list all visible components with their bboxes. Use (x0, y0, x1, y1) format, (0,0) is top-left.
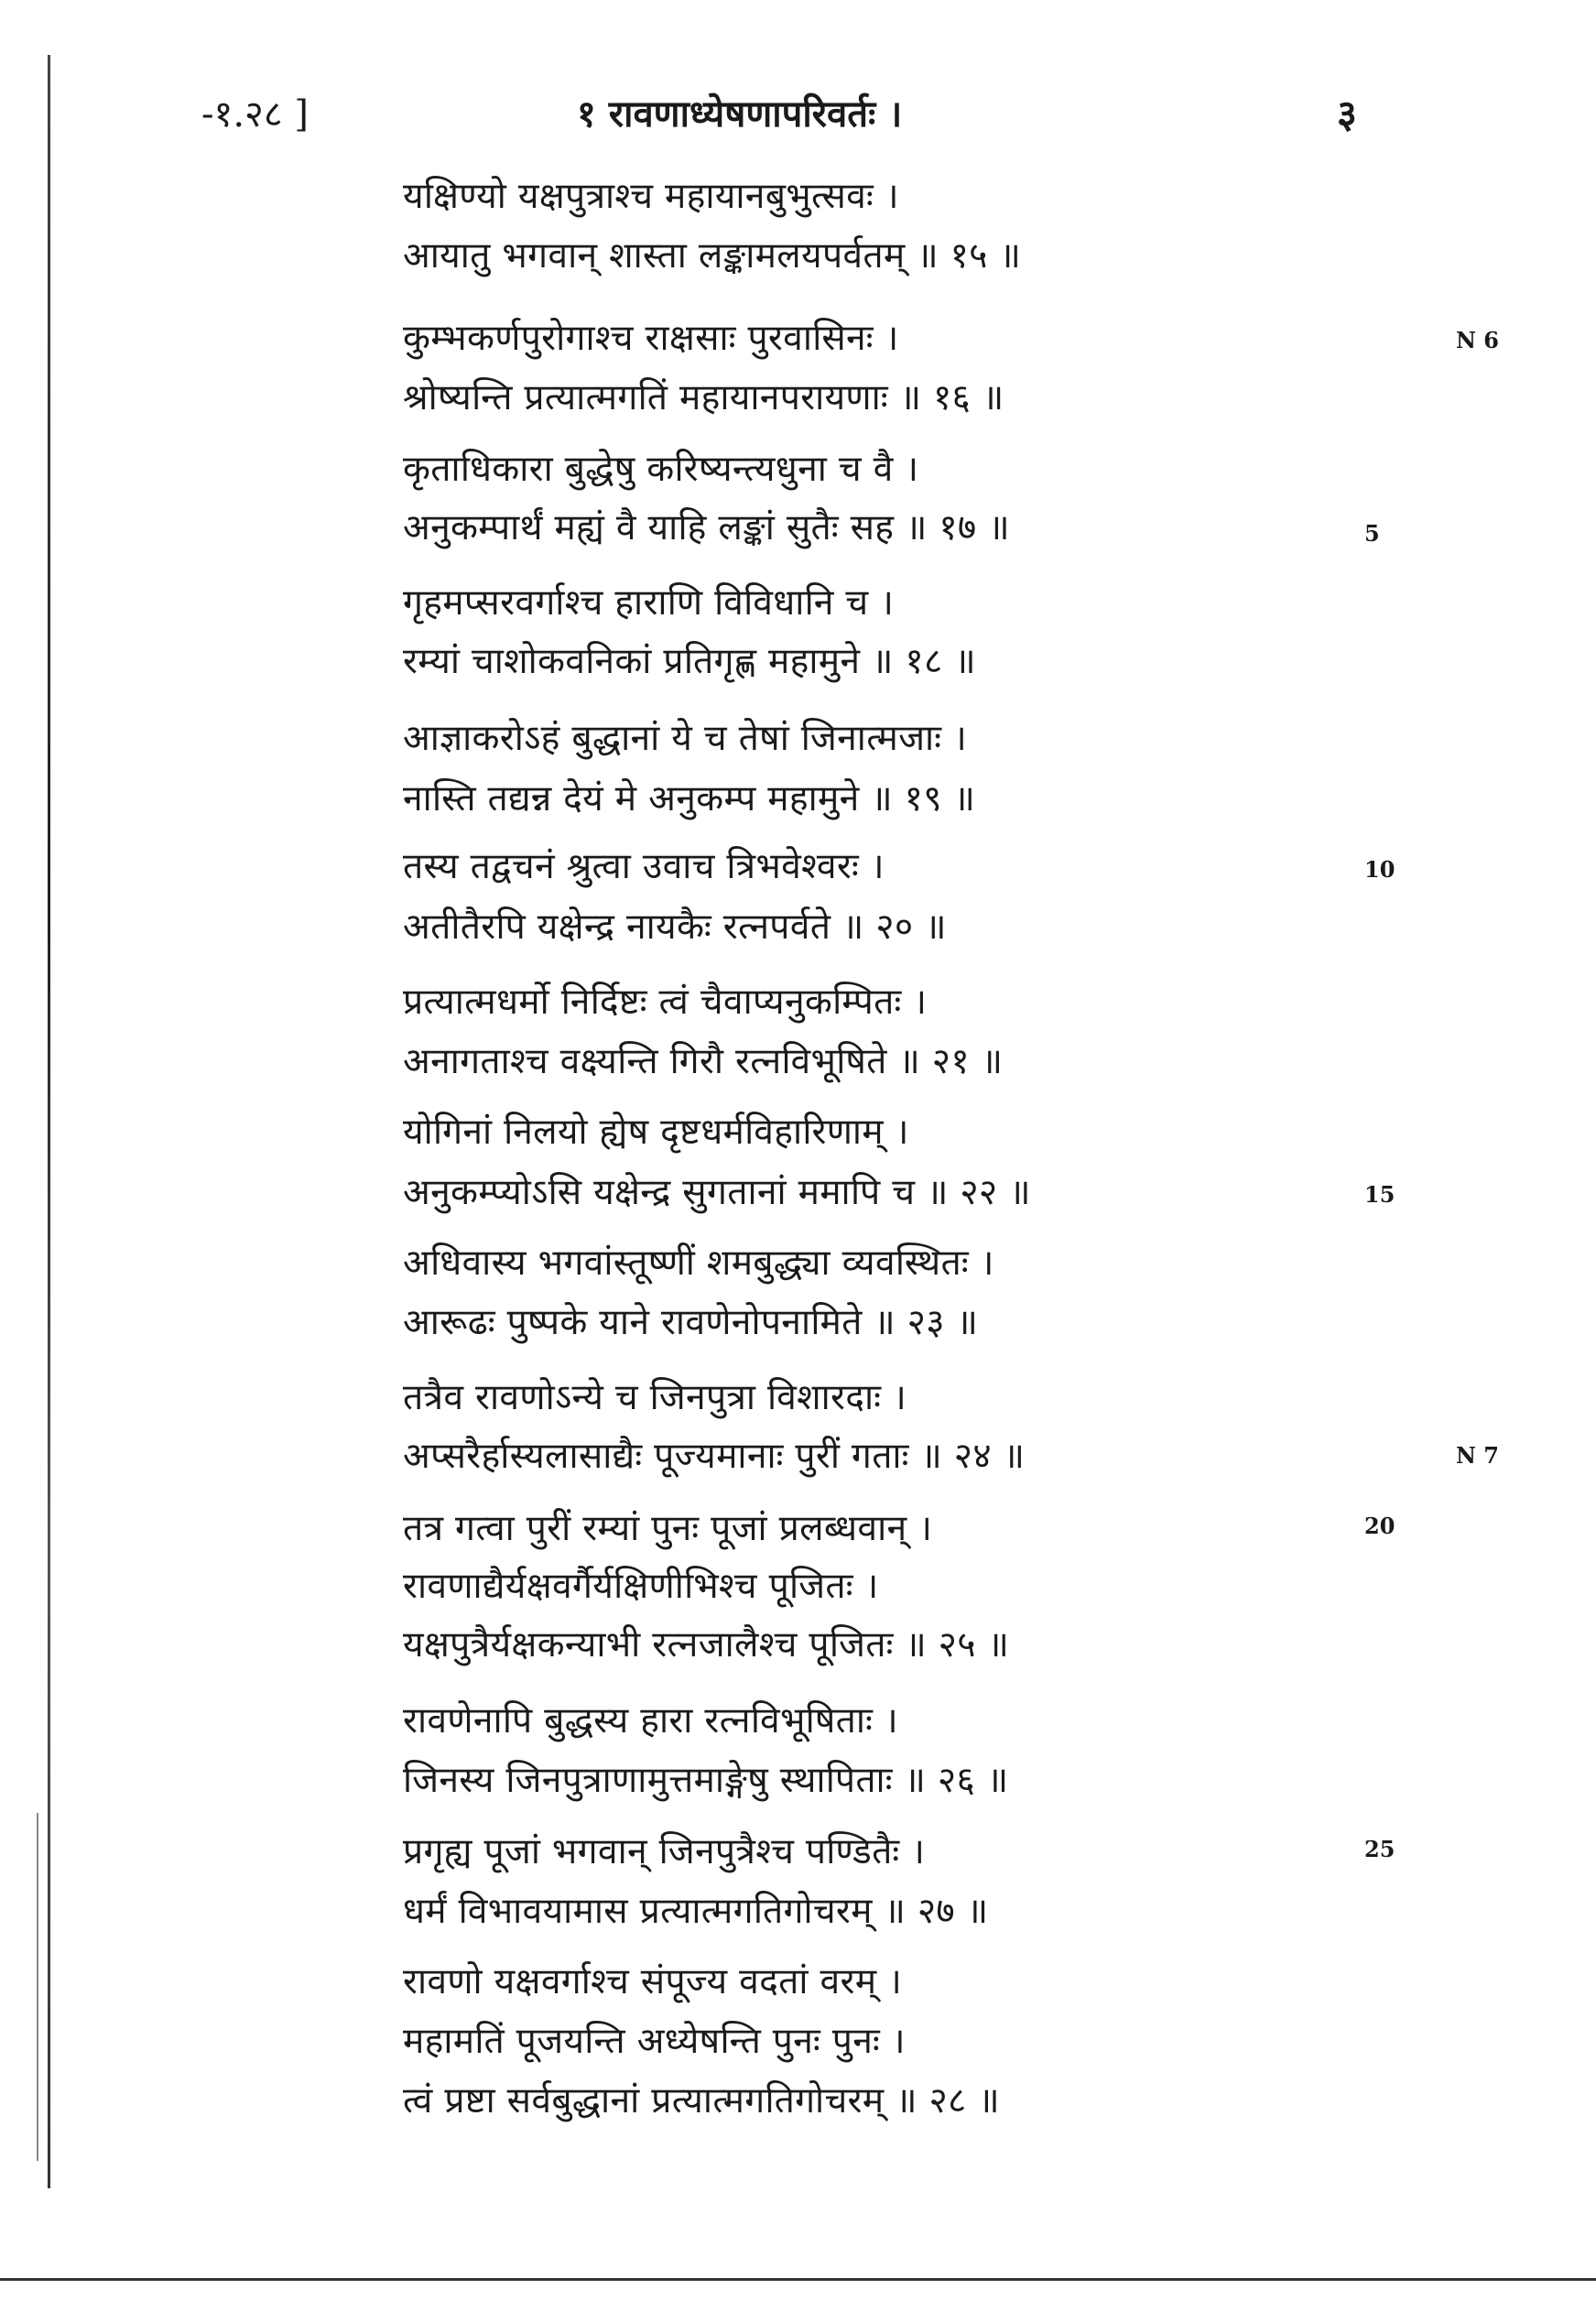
text-line: गृहमप्सरवर्गाश्च हाराणि विविधानि च । (403, 582, 895, 624)
text-line: रम्यां चाशोकवनिकां प्रतिगृह्ण महामुने ॥ १८ ॥ (403, 641, 976, 682)
text-line: अनागताश्च वक्ष्यन्ति गिरौ रत्नविभूषिते ॥ २१ ॥ (403, 1041, 1004, 1082)
text-line: तस्य तद्वचनं श्रुत्वा उवाच त्रिभवेश्वरः । (403, 846, 885, 887)
text-line: अनुकम्प्योऽसि यक्षेन्द्र सुगतानां ममापि च ॥ २२ ॥ (403, 1172, 1031, 1213)
text-line: तत्र गत्वा पुरीं रम्यां पुनः पूजां प्रलब्धवान् । (403, 1508, 933, 1549)
text-line: अनुकम्पार्थं मह्यं वै याहि लङ्कां सुतैः सह ॥ १७ ॥ (403, 507, 1010, 548)
text-line: अधिवास्य भगवांस्तूष्णीं शमबुद्ध्या व्यवस्थितः । (403, 1242, 994, 1284)
line-number: 15 (1364, 1181, 1395, 1208)
chapter-title: १ रावणाध्येषणापरिवर्तः । (577, 92, 903, 136)
manuscript-marker: N 6 (1456, 327, 1499, 353)
text-line: प्रत्यात्मधर्मो निर्दिष्टः त्वं चैवाप्यनुकम्पितः । (403, 982, 928, 1023)
line-number: 25 (1364, 1836, 1395, 1862)
binding-edge-shadow (37, 1813, 38, 2161)
text-line: महामतिं पूजयन्ति अध्येषन्ति पुनः पुनः । (403, 2021, 906, 2062)
manuscript-marker: N 7 (1456, 1442, 1499, 1469)
text-line: रावणो यक्षवर्गाश्च संपूज्य वदतां वरम् । (403, 1961, 903, 2002)
page-number: ३ (1337, 92, 1357, 136)
line-number: 5 (1364, 520, 1380, 547)
text-line: श्रोष्यन्ति प्रत्यात्मगतिं महायानपरायणाः ॥ १६ ॥ (403, 377, 1004, 418)
text-line: यक्षपुत्रैर्यक्षकन्याभी रत्नजालैश्च पूजितः ॥ २५ ॥ (403, 1624, 1010, 1665)
line-number: 20 (1364, 1513, 1395, 1539)
text-line: कृताधिकारा बुद्धेषु करिष्यन्त्यधुना च वै । (403, 449, 919, 490)
text-line: रावणाद्यैर्यक्षवर्गैर्यक्षिणीभिश्च पूजितः । (403, 1566, 879, 1607)
text-line: योगिनां निलयो ह्येष दृष्टधर्मविहारिणाम् । (403, 1112, 909, 1153)
text-line: नास्ति तद्यन्न देयं मे अनुकम्प महामुने ॥ १९ ॥ (403, 778, 976, 819)
text-line: आरूढः पुष्पके याने रावणेनोपनामिते ॥ २३ ॥ (403, 1302, 979, 1343)
text-line: कुम्भकर्णपुरोगाश्च राक्षसाः पुरवासिनः । (403, 318, 899, 359)
text-line: अप्सरैर्हास्यलासाद्यैः पूज्यमानाः पुरीं गताः ॥ २४ ॥ (403, 1436, 1026, 1477)
text-line: तत्रैव रावणोऽन्ये च जिनपुत्रा विशारदाः । (403, 1377, 907, 1418)
text-line: रावणेनापि बुद्धस्य हारा रत्नविभूषिताः । (403, 1700, 898, 1741)
text-line: प्रगृह्य पूजां भगवान् जिनपुत्रैश्च पण्डितैः । (403, 1831, 926, 1872)
text-line: अतीतैरपि यक्षेन्द्र नायकैः रत्नपर्वते ॥ २० ॥ (403, 906, 947, 948)
text-line: यक्षिण्यो यक्षपुत्राश्च महायानबुभुत्सवः । (403, 176, 899, 217)
text-line: धर्मं विभावयामास प्रत्यात्मगतिगोचरम् ॥ २७ ॥ (403, 1891, 989, 1932)
running-header (0, 87, 1596, 151)
text-line: जिनस्य जिनपुत्राणामुत्तमाङ्गेषु स्थापिताः ॥ २६ ॥ (403, 1760, 1009, 1801)
binding-edge (48, 55, 50, 2188)
text-line: आयातु भगवान् शास्ता लङ्कामलयपर्वतम् ॥ १५ ॥ (403, 235, 1022, 277)
line-number: 10 (1364, 856, 1395, 883)
text-line: आज्ञाकरोऽहं बुद्धानां ये च तेषां जिनात्मजाः । (403, 718, 968, 759)
bottom-rule (0, 2278, 1596, 2281)
text-line: त्वं प्रष्टा सर्वबुद्धानां प्रत्यात्मगतिगोचरम् ॥ २८ ॥ (403, 2080, 1000, 2121)
verse-range: -१.२८ ] (201, 93, 309, 136)
